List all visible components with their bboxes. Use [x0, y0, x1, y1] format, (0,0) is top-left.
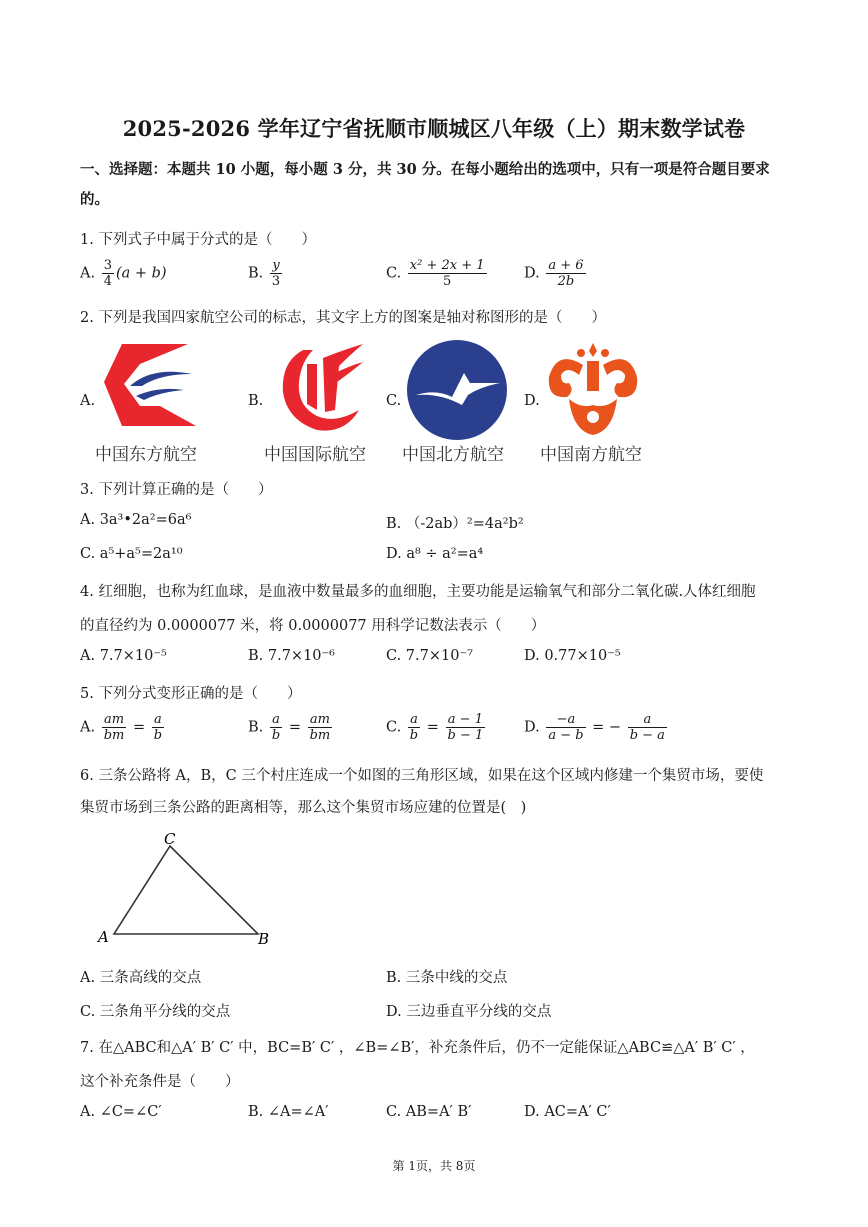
q2-stem: 2. 下列是我国四家航空公司的标志，其文字上方的图案是轴对称图形的是（ ） — [80, 310, 606, 326]
q1-a-label: A. — [80, 265, 96, 282]
q1-b-num: y — [270, 258, 282, 274]
q2-a-label: A. — [80, 393, 96, 409]
q7-line2: 这个补充条件是（ ） — [80, 1074, 240, 1090]
triangle-diagram — [92, 826, 282, 948]
q1-option-d — [524, 258, 588, 289]
vertex-c-label: C — [164, 830, 176, 848]
q6-line2: 集贸市场到三条公路的距离相等，那么这个集贸市场应建的位置是( ) — [80, 800, 527, 816]
q5-a-label: A. — [80, 719, 96, 736]
vertex-b-label: B — [258, 930, 270, 948]
q3-option-b: B. （-2ab）²=4a²b² — [386, 516, 524, 532]
q4-line2: 的直径约为 0.0000077 米，将 0.0000077 用科学记数法表示（ ） — [80, 618, 546, 634]
q5-option-b — [248, 712, 334, 743]
q1-c-fraction — [408, 258, 487, 289]
q7-line1: 7. 在△ABC和△A′ B′ C′ 中，BC=B′ C′ ，∠B=∠B′，补充条件后，仍不一定能保证△ABC≌△A′ B′ C′ ， — [80, 1040, 755, 1056]
q7-option-d: D. AC=A′ C′ — [524, 1104, 611, 1120]
q1-option-c — [386, 258, 489, 289]
q7-option-b: B. ∠A=∠A′ — [248, 1104, 329, 1120]
q1-b-label: B. — [248, 265, 264, 282]
q5-a-frac1 — [102, 712, 127, 743]
air-china-logo — [273, 340, 369, 436]
china-eastern-logo — [100, 340, 200, 438]
q5-d-n1: −a — [546, 712, 585, 728]
q2-d-label: D. — [524, 393, 540, 409]
q2-b-caption: 中国国际航空 — [264, 445, 366, 465]
q3-stem: 3. 下列计算正确的是（ ） — [80, 482, 273, 498]
q5-d-d1: a − b — [548, 728, 584, 743]
q5-a-d2: b — [153, 728, 163, 743]
china-northern-logo — [406, 339, 508, 441]
q5-b-d2: bm — [309, 728, 331, 743]
q2-a-caption: 中国东方航空 — [95, 445, 197, 465]
q5-c-frac1 — [408, 712, 420, 743]
q5-b-label: B. — [248, 719, 264, 736]
q5-d-label: D. — [524, 719, 540, 736]
q5-d-d2: b − a — [629, 728, 665, 743]
q7-option-c: C. AB=A′ B′ — [386, 1104, 472, 1120]
q7-option-a: A. ∠C=∠C′ — [80, 1104, 162, 1120]
page-footer: 第 1页，共 8页 — [392, 1159, 476, 1173]
q1-c-den: 5 — [443, 274, 452, 289]
section-header-line1: 一、选择题：本题共 10 小题，每小题 3 分，共 30 分。在每小题给出的选项中，只有一项是符合题目要求 — [80, 161, 770, 178]
q4-option-a: A. 7.7×10⁻⁵ — [80, 648, 167, 664]
page-title: 2025-2026 学年辽宁省抚顺市顺城区八年级（上）期末数学试卷 — [122, 116, 746, 141]
q2-c-caption: 中国北方航空 — [402, 445, 504, 465]
q1-a-fraction — [102, 258, 114, 289]
q1-d-den: 2b — [557, 274, 575, 289]
q5-b-frac1 — [270, 712, 282, 743]
q5-a-d1: bm — [103, 728, 125, 743]
q5-a-eq: = — [132, 719, 146, 736]
vertex-a-label: A — [98, 928, 109, 946]
q1-d-fraction — [546, 258, 585, 289]
q1-a-num: 3 — [103, 258, 112, 273]
q5-b-eq: = — [288, 719, 301, 736]
q6-option-c: C. 三条角平分线的交点 — [80, 1004, 231, 1020]
q5-b-d1: b — [271, 728, 281, 743]
q5-c-n1: a — [408, 712, 420, 728]
section-header-line2: 的。 — [80, 191, 109, 208]
q5-c-d2: b − 1 — [447, 728, 484, 743]
q5-b-frac2 — [308, 712, 333, 743]
q6-line1: 6. 三条公路将 A，B，C 三个村庄连成一个如图的三角形区域，如果在这个区域内修建一个集贸市场，要使 — [80, 768, 764, 784]
q1-stem: 1. 下列式子中属于分式的是（ ） — [80, 232, 316, 248]
q5-a-n1: am — [102, 712, 127, 728]
q6-option-a: A. 三条高线的交点 — [80, 970, 202, 986]
q1-b-fraction — [270, 258, 282, 289]
q5-option-c — [386, 712, 487, 743]
q5-d-n2: a — [628, 712, 667, 728]
q3-option-d: D. a⁸ ÷ a²=a⁴ — [386, 546, 484, 562]
q1-option-b — [248, 258, 284, 289]
q2-d-caption: 中国南方航空 — [540, 445, 642, 465]
section-header — [80, 155, 795, 215]
q4-option-b: B. 7.7×10⁻⁶ — [248, 648, 335, 664]
q5-d-eq: = − — [592, 719, 622, 736]
q5-c-d1: b — [409, 728, 419, 743]
q5-b-n2: am — [308, 712, 333, 728]
q6-option-d: D. 三边垂直平分线的交点 — [386, 1004, 552, 1020]
q4-option-d: D. 0.77×10⁻⁵ — [524, 648, 621, 664]
q5-option-a — [80, 712, 166, 743]
q4-line1: 4. 红细胞，也称为红血球，是血液中数量最多的血细胞，主要功能是运输氧气和部分二氧化碳.人体红细胞 — [80, 584, 756, 600]
q3-option-a: A. 3a³•2a²=6a⁶ — [80, 512, 192, 528]
q1-c-num: x² + 2x + 1 — [409, 258, 485, 273]
q5-b-n1: a — [270, 712, 282, 728]
triangle-abc — [114, 846, 258, 934]
q5-a-n2: a — [152, 712, 164, 728]
q5-option-d — [524, 712, 669, 743]
q5-stem: 5. 下列分式变形正确的是（ ） — [80, 686, 302, 702]
q1-d-num: a + 6 — [548, 258, 584, 273]
q5-d-frac2 — [628, 712, 667, 743]
q5-c-frac2 — [446, 712, 486, 743]
q5-c-eq: = — [426, 719, 439, 736]
q1-d-label: D. — [524, 265, 540, 282]
q5-c-label: C. — [386, 719, 402, 736]
q4-option-c: C. 7.7×10⁻⁷ — [386, 648, 473, 664]
q3-option-c: C. a⁵+a⁵=2a¹⁰ — [80, 546, 183, 562]
q1-a-tail: (a + b) — [115, 265, 167, 282]
q5-d-frac1 — [546, 712, 585, 743]
q2-c-label: C. — [386, 393, 402, 409]
q1-b-den: 3 — [271, 274, 281, 289]
q6-option-b: B. 三条中线的交点 — [386, 970, 508, 986]
q2-b-label: B. — [248, 393, 264, 409]
q5-c-n2: a − 1 — [446, 712, 486, 728]
q5-a-frac2 — [152, 712, 164, 743]
q1-a-den: 4 — [103, 274, 112, 289]
q1-option-a — [80, 258, 167, 289]
china-southern-logo — [543, 339, 643, 439]
q1-c-label: C. — [386, 265, 402, 282]
